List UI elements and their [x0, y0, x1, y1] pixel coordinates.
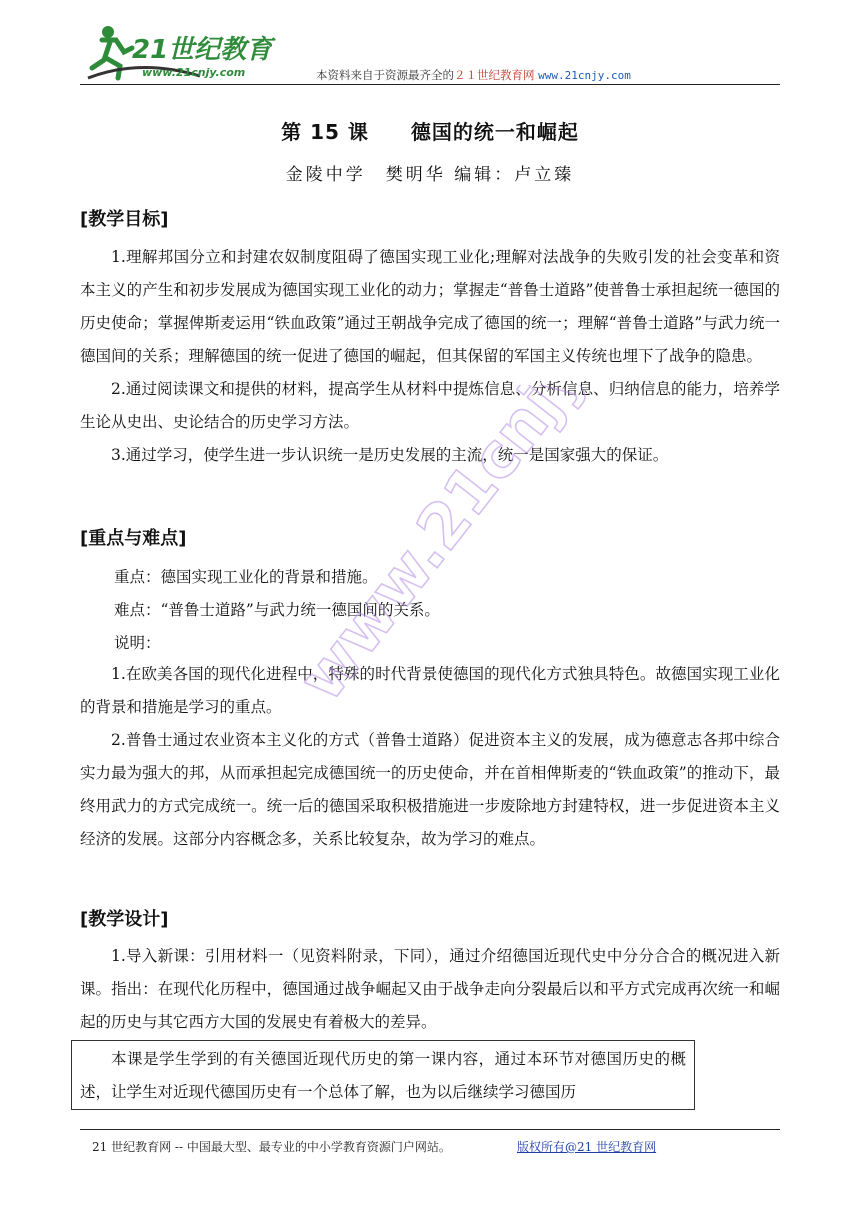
page-title	[0, 116, 860, 145]
copyright-link[interactable]: 版权所有@21 世纪教育网	[517, 1140, 657, 1154]
site-logo	[80, 18, 310, 88]
header-divider	[80, 84, 780, 85]
boxed-note	[71, 1040, 695, 1110]
focus-line: 重点：德国实现工业化的背景和措施。	[114, 568, 378, 586]
logo-text: 21世纪教育	[132, 35, 273, 65]
design-paragraph: 1.导入新课：引用材料一（见资料附录，下同），通过介绍德国近现代史中分分合合的概况进入新课。指出：在现代化历程中，德国通过战争崛起又由于战争走向分裂最后以和平方式完成再次统一和崛起的历史与其它西方大国的发展史有着极大的差异。	[80, 947, 780, 1031]
note-label: 说明：	[114, 634, 161, 652]
goals-body	[80, 241, 780, 472]
keys-body	[80, 658, 780, 856]
section-heading-goals: [教学目标]	[80, 209, 169, 230]
boxed-note-text: 本课是学生学到的有关德国近现代历史的第一课内容，通过本环节对德国历史的概述，让学生对近现代德国历史有一个总体了解，也为以后继续学习德国历	[80, 1050, 686, 1101]
logo-url: www.21cnjy.com	[142, 66, 246, 79]
lesson-number: 第 15 课	[281, 120, 369, 144]
header-note	[316, 67, 631, 83]
section-heading-keys: [重点与难点]	[80, 528, 187, 549]
header-note-site[interactable]: ２１世纪教育网	[454, 68, 535, 82]
goal-paragraph: 1.理解邦国分立和封建农奴制度阻碍了德国实现工业化;理解对法战争的失败引发的社会变革和资本主义的产生和初步发展成为德国实现工业化的动力；掌握走“普鲁士道路”使普鲁士承担起统一德国的历史使命；掌握俾斯麦运用“铁血政策”通过王朝战争完成了德国的统一；理解“普鲁士道路”与武力统一德国间的关系；理解德国的统一促进了德国的崛起，但其保留的军国主义传统也埋下了战争的隐患。	[80, 248, 780, 365]
watermark-text: www.21cnjy.com	[290, 385, 620, 715]
header-note-url[interactable]: www.21cnjy.com	[538, 69, 631, 82]
header-note-prefix: 本资料来自于资源最齐全的	[316, 68, 454, 82]
footer-divider	[80, 1129, 780, 1130]
goal-paragraph: 2.通过阅读课文和提供的材料，提高学生从材料中提炼信息、分析信息、归纳信息的能力，培养学生论从史出、史论结合的历史学习方法。	[80, 380, 780, 431]
design-body	[80, 940, 780, 1039]
goal-paragraph: 3.通过学习，使学生进一步认识统一是历史发展的主流，统一是国家强大的保证。	[111, 446, 669, 464]
note-paragraph: 2.普鲁士通过农业资本主义化的方式（普鲁士道路）促进资本主义的发展，成为德意志各邦中综合实力最为强大的邦，从而承担起完成德国统一的历史使命，并在首相俾斯麦的“铁血政策”的推动下，最终用武力的方式完成统一。统一后的德国采取积极措施进一步废除地方封建特权，进一步促进资本主义经济的发展。这部分内容概念多，关系比较复杂，故为学习的难点。	[80, 731, 780, 848]
byline: 金陵中学 樊明华 编辑：卢立臻	[285, 165, 575, 185]
difficulty-line: 难点：“普鲁士道路”与武力统一德国间的关系。	[114, 601, 440, 619]
section-heading-design: [教学设计]	[80, 909, 169, 930]
note-paragraph: 1.在欧美各国的现代化进程中，特殊的时代背景使德国的现代化方式独具特色。故德国实现工业化的背景和措施是学习的重点。	[80, 665, 780, 716]
footer-text: 21 世纪教育网 -- 中国最大型、最专业的中小学教育资源门户网站。	[92, 1140, 451, 1154]
lesson-title: 德国的统一和崛起	[410, 120, 579, 144]
